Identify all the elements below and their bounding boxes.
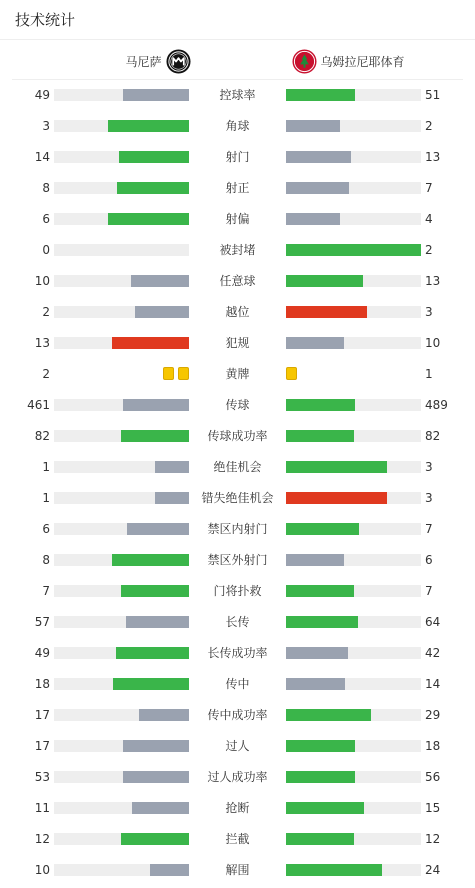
away-value: 3 (425, 305, 433, 319)
stats-header (0, 0, 475, 40)
away-bar (286, 430, 354, 442)
away-bar (286, 120, 340, 132)
stat-label: 角球 (225, 119, 250, 133)
page-title: 技术统计 (15, 11, 76, 29)
stat-row (0, 576, 475, 607)
home-bar (127, 523, 189, 535)
home-bar (113, 678, 189, 690)
away-value: 14 (425, 677, 441, 691)
away-bar (286, 275, 363, 287)
away-bar-track (286, 647, 421, 659)
away-value: 1 (425, 367, 433, 381)
home-bar-track (54, 585, 189, 597)
stat-row (0, 483, 475, 514)
umraniye-logo-icon (292, 49, 317, 74)
home-value: 0 (42, 243, 50, 257)
away-value: 12 (425, 832, 441, 846)
home-bar-track (54, 306, 189, 318)
yellow-card-icon (286, 367, 297, 380)
stat-label: 控球率 (219, 88, 256, 102)
home-bar-track (54, 709, 189, 721)
stat-row (0, 235, 475, 266)
home-value: 11 (34, 801, 50, 815)
stat-row (0, 793, 475, 824)
stat-row (0, 452, 475, 483)
away-value: 24 (425, 863, 441, 877)
stat-label: 长传 (225, 615, 250, 629)
home-value: 57 (34, 615, 50, 629)
stat-row (0, 204, 475, 235)
stat-row (0, 731, 475, 762)
stat-label: 传中 (225, 677, 250, 691)
stat-row (0, 390, 475, 421)
home-bar-track (54, 864, 189, 876)
away-bar (286, 337, 344, 349)
away-bar (286, 523, 359, 535)
away-bar-track (286, 89, 421, 101)
home-value: 10 (34, 863, 50, 877)
away-value: 82 (425, 429, 441, 443)
home-value: 7 (42, 584, 50, 598)
away-value: 2 (425, 119, 433, 133)
stat-row (0, 266, 475, 297)
away-bar-track (286, 523, 421, 535)
home-bar-track (54, 740, 189, 752)
home-bar-track (54, 399, 189, 411)
stat-label: 传球成功率 (207, 429, 268, 443)
home-bar-track (54, 275, 189, 287)
away-bar (286, 771, 355, 783)
home-bar (121, 585, 189, 597)
away-bar (286, 213, 340, 225)
away-bar (286, 833, 354, 845)
home-bar-track (54, 616, 189, 628)
away-value: 64 (425, 615, 441, 629)
away-team[interactable] (292, 48, 405, 74)
home-value: 8 (42, 181, 50, 195)
home-bar (121, 833, 189, 845)
away-bar (286, 399, 355, 411)
away-bar-track (286, 461, 421, 473)
stat-row (0, 545, 475, 576)
away-bar-track (286, 802, 421, 814)
home-bar-track (54, 151, 189, 163)
home-bar (123, 399, 189, 411)
home-bar (132, 802, 189, 814)
stats-list (0, 80, 475, 886)
home-value: 17 (34, 739, 50, 753)
home-value: 18 (34, 677, 50, 691)
home-bar-track (54, 461, 189, 473)
home-value: 53 (34, 770, 50, 784)
away-value: 18 (425, 739, 441, 753)
home-bar-track (54, 771, 189, 783)
home-bar (108, 213, 189, 225)
away-yellow-cards (286, 367, 297, 380)
away-bar-track (286, 864, 421, 876)
stat-label: 黄牌 (225, 367, 250, 381)
home-bar-track (54, 120, 189, 132)
away-bar (286, 182, 349, 194)
home-bar-track (54, 833, 189, 845)
home-value: 3 (42, 119, 50, 133)
teams-row (12, 40, 463, 80)
away-value: 42 (425, 646, 441, 660)
away-value: 7 (425, 584, 433, 598)
stat-row (0, 359, 475, 390)
manisa-logo-icon (166, 49, 191, 74)
away-bar (286, 306, 367, 318)
away-value: 13 (425, 150, 441, 164)
away-bar-track (286, 709, 421, 721)
stat-label: 错失绝佳机会 (201, 491, 274, 505)
away-bar-track (286, 399, 421, 411)
home-bar (126, 616, 189, 628)
home-value: 1 (42, 491, 50, 505)
stat-row (0, 173, 475, 204)
away-bar (286, 492, 387, 504)
home-bar (131, 275, 189, 287)
away-bar-track (286, 182, 421, 194)
away-bar (286, 647, 348, 659)
away-value: 2 (425, 243, 433, 257)
yellow-card-icon (163, 367, 174, 380)
stat-label: 长传成功率 (207, 646, 268, 660)
home-bar-track (54, 678, 189, 690)
home-bar-track (54, 337, 189, 349)
home-bar-track (54, 244, 189, 256)
away-value: 51 (425, 88, 441, 102)
home-bar-track (54, 554, 189, 566)
stat-row (0, 607, 475, 638)
away-bar-track (286, 771, 421, 783)
away-value: 3 (425, 460, 433, 474)
stat-label: 越位 (225, 305, 250, 319)
away-bar-track (286, 337, 421, 349)
home-bar (135, 306, 189, 318)
home-bar (123, 740, 189, 752)
away-bar (286, 585, 354, 597)
away-bar (286, 554, 344, 566)
home-bar-track (54, 523, 189, 535)
away-bar (286, 151, 351, 163)
away-bar-track (286, 740, 421, 752)
away-value: 4 (425, 212, 433, 226)
away-bar (286, 678, 345, 690)
home-bar (155, 492, 189, 504)
away-bar (286, 89, 355, 101)
stat-label: 过人 (225, 739, 250, 753)
home-bar (116, 647, 189, 659)
home-value: 13 (34, 336, 50, 350)
away-bar (286, 709, 371, 721)
home-bar (155, 461, 189, 473)
away-value: 3 (425, 491, 433, 505)
away-bar (286, 616, 358, 628)
home-bar-track (54, 89, 189, 101)
stat-row (0, 142, 475, 173)
home-value: 2 (42, 305, 50, 319)
home-bar-track (54, 647, 189, 659)
home-value: 12 (34, 832, 50, 846)
home-bar (117, 182, 189, 194)
stat-row (0, 700, 475, 731)
home-value: 17 (34, 708, 50, 722)
stat-label: 抢断 (225, 801, 250, 815)
home-bar (121, 430, 189, 442)
home-value: 461 (27, 398, 50, 412)
home-value: 49 (34, 88, 50, 102)
stat-label: 解围 (225, 863, 250, 877)
stat-label: 被封堵 (219, 243, 256, 257)
away-bar (286, 740, 355, 752)
away-bar-track (286, 833, 421, 845)
home-value: 1 (42, 460, 50, 474)
stat-row (0, 421, 475, 452)
home-bar-track (54, 213, 189, 225)
stat-label: 门将扑救 (213, 584, 262, 598)
home-bar (112, 337, 189, 349)
stat-label: 过人成功率 (207, 770, 268, 784)
home-value: 6 (42, 212, 50, 226)
away-value: 10 (425, 336, 441, 350)
away-bar (286, 802, 364, 814)
home-value: 82 (34, 429, 50, 443)
away-bar-track (286, 492, 421, 504)
away-value: 489 (425, 398, 448, 412)
home-bar (119, 151, 189, 163)
home-bar (108, 120, 189, 132)
stat-label: 射偏 (225, 212, 250, 226)
home-value: 6 (42, 522, 50, 536)
home-bar (139, 709, 189, 721)
home-bar-track (54, 802, 189, 814)
away-value: 6 (425, 553, 433, 567)
away-value: 7 (425, 522, 433, 536)
stat-row (0, 297, 475, 328)
stat-row (0, 669, 475, 700)
away-bar-track (286, 585, 421, 597)
stat-row (0, 514, 475, 545)
home-value: 49 (34, 646, 50, 660)
away-value: 29 (425, 708, 441, 722)
home-bar-track (54, 182, 189, 194)
stat-row (0, 111, 475, 142)
stat-label: 绝佳机会 (213, 460, 262, 474)
away-bar (286, 461, 387, 473)
away-bar-track (286, 213, 421, 225)
stat-label: 传中成功率 (207, 708, 268, 722)
yellow-card-icon (178, 367, 189, 380)
home-value: 10 (34, 274, 50, 288)
away-bar-track (286, 430, 421, 442)
home-bar (123, 89, 189, 101)
stat-row (0, 855, 475, 886)
away-bar-track (286, 120, 421, 132)
stat-row (0, 762, 475, 793)
stat-label: 禁区内射门 (207, 522, 268, 536)
home-value: 8 (42, 553, 50, 567)
stat-label: 犯规 (225, 336, 250, 350)
away-bar (286, 244, 421, 256)
home-bar (123, 771, 189, 783)
away-value: 7 (425, 181, 433, 195)
home-value: 2 (42, 367, 50, 381)
home-bar (112, 554, 189, 566)
stat-row (0, 824, 475, 855)
stat-label: 传球 (225, 398, 250, 412)
stat-row (0, 328, 475, 359)
away-value: 15 (425, 801, 441, 815)
stat-row (0, 80, 475, 111)
home-value: 14 (34, 150, 50, 164)
home-yellow-cards (163, 367, 189, 380)
away-bar (286, 864, 382, 876)
stat-row (0, 638, 475, 669)
away-bar-track (286, 244, 421, 256)
home-bar-track (54, 430, 189, 442)
away-value: 13 (425, 274, 441, 288)
away-bar-track (286, 678, 421, 690)
stat-label: 禁区外射门 (207, 553, 268, 567)
stat-label: 射正 (225, 181, 250, 195)
away-value: 56 (425, 770, 441, 784)
away-bar-track (286, 554, 421, 566)
stat-label: 任意球 (219, 274, 256, 288)
away-bar-track (286, 616, 421, 628)
away-bar-track (286, 151, 421, 163)
home-team[interactable] (125, 48, 190, 74)
home-team-name: 马尼萨 (125, 54, 162, 69)
away-bar-track (286, 306, 421, 318)
away-bar-track (286, 275, 421, 287)
home-bar (150, 864, 189, 876)
stat-label: 拦截 (225, 832, 250, 846)
away-team-name: 乌姆拉尼耶体育 (320, 54, 405, 69)
stat-label: 射门 (225, 150, 250, 164)
home-bar-track (54, 492, 189, 504)
